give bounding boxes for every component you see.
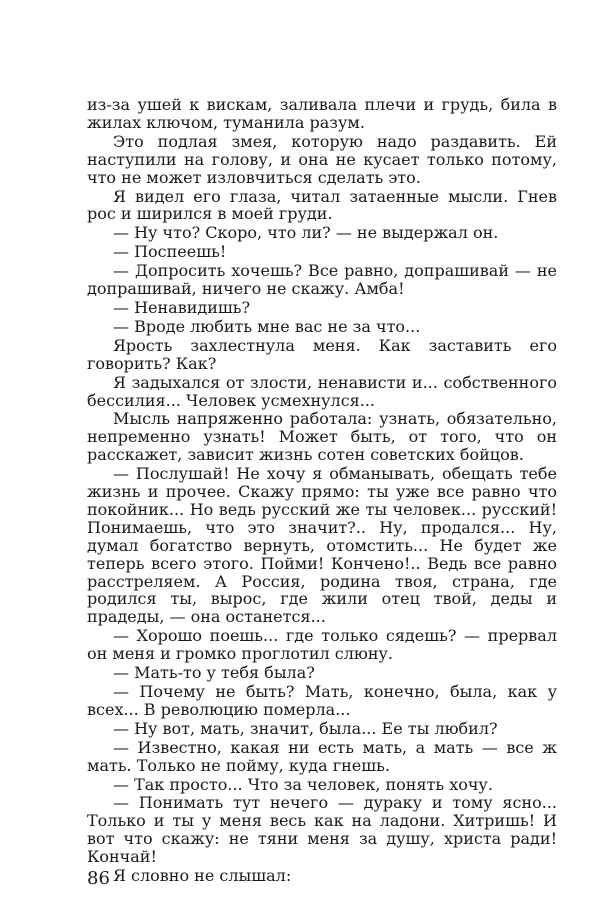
paragraph: Ярость захлестнула меня. Как заставить его говорить? Как? <box>87 335 557 373</box>
paragraph: из-за ушей к вискам, заливала плечи и грудь, била в жилах ключом, туманила разум. <box>87 95 557 132</box>
paragraph: — Известно, какая ни есть мать, а мать — все ж мать. Только не пойму, куда гнешь. <box>87 737 557 775</box>
paragraph: — Понимать тут нечего — дураку и тому ясно... Только и ты у меня весь как на ладони. Хитришь! И вот что скажу: не тяни меня за душу, христа ради! Кончай! <box>87 793 557 867</box>
paragraph: Это подлая змея, которую надо раздавить. Ей наступили на голову, и она не кусает только потому, что не может изловчиться сделать это. <box>87 131 557 187</box>
paragraph: — Ну что? Скоро, что ли? — не выдержал он. <box>113 223 499 243</box>
paragraph: — Поспеешь! <box>113 242 227 262</box>
page-number: 86 <box>87 868 110 889</box>
paragraph: — Так просто... Что за человек, понять хочу. <box>113 774 493 794</box>
paragraph: Я видел его глаза, читал затаенные мысли. Гнев рос и ширился в моей груди. <box>87 186 557 224</box>
paragraph: — Послушай! Не хочу я обманывать, обещать тебе жизнь и прочее. Скажу прямо: ты уже все равно что покойник... Но ведь русский же ты человек... русский! Понимаешь, что это значит?.. Ну, продался... Ну, думал богатство вернуть, отомстить... Не будет же теперь всего этого. Пойми! Кончено!.. Ведь все равно расстреляем. А Россия, родина твоя, страна, где родился ты, вырос, где жили отец твой, деды и прадеды, — она останется... <box>87 464 557 627</box>
paragraph: — Ненавидишь? <box>113 297 251 317</box>
paragraph: — Вроде любить мне вас не за что... <box>113 316 421 336</box>
paragraph: — Почему не быть? Мать, конечно, была, как у всех... В революцию померла... <box>87 682 557 719</box>
paragraph: — Мать-то у тебя была? <box>113 663 315 683</box>
paragraph: Я задыхался от злости, ненависти и... собственного бессилия... Человек усмехнулся... <box>87 372 557 410</box>
paragraph: — Хорошо поешь... где только сядешь? — прервал он меня и громко проглотил слюну. <box>87 626 557 664</box>
body-text <box>87 96 557 886</box>
paragraph: — Допросить хочешь? Все равно, допрашивай — не допрашивай, ничего не скажу. Амба! <box>87 261 557 299</box>
paragraph: Мысль напряженно работала: узнать, обязательно, непременно узнать! Может быть, от того, что он расскажет, зависит жизнь сотен советских бойцов. <box>87 409 557 465</box>
paragraph: — Ну вот, мать, значит, была... Ее ты любил? <box>113 718 498 738</box>
paragraph: Я словно не слышал: <box>113 866 292 886</box>
